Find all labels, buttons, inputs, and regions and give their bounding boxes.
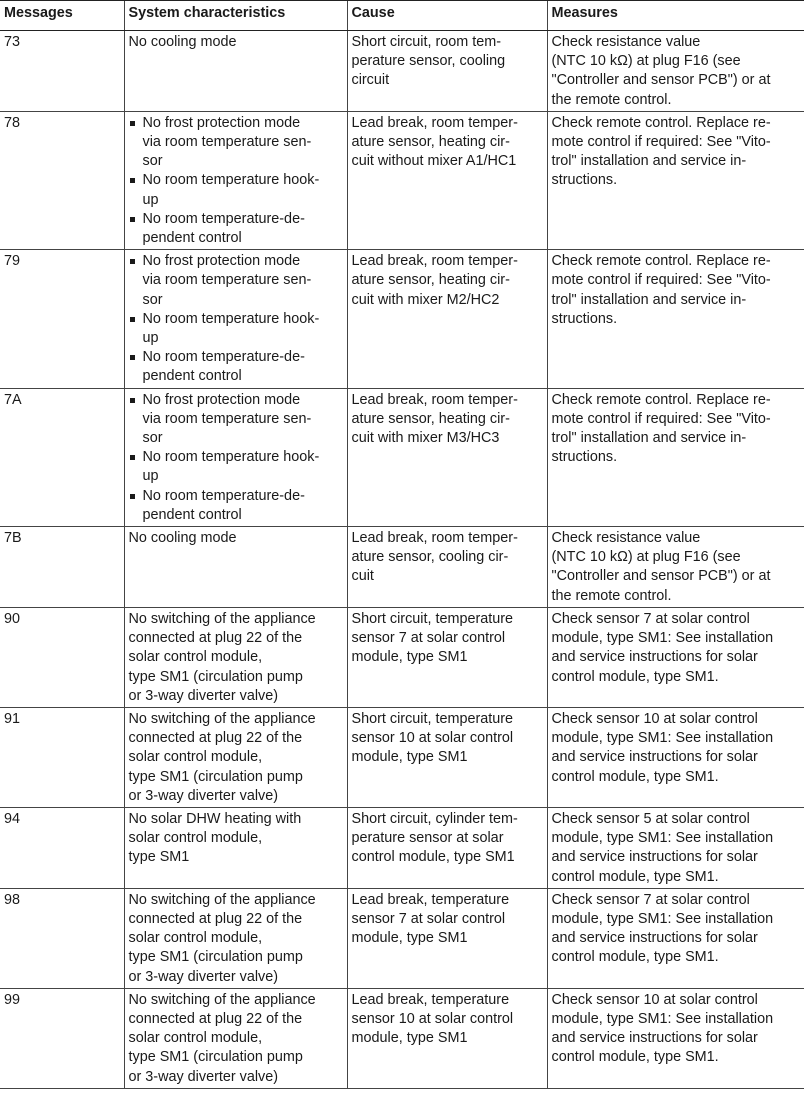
cause-cell (347, 888, 547, 988)
text-line: module, type SM1 (351, 749, 468, 766)
text-line: No cooling mode (128, 34, 237, 50)
table-row (0, 607, 804, 707)
text-line: Short circuit, cylinder tem- (351, 810, 518, 827)
text-line: up (142, 330, 159, 347)
square-bullet-icon (130, 121, 135, 126)
text-line: No switching of the appliance (128, 891, 316, 908)
text-line: (NTC 10 kΩ) at plug F16 (see (551, 53, 741, 70)
text-line: connected at plug 22 of the (128, 730, 303, 747)
message-code: 7B (0, 527, 124, 608)
text-line: structions. (551, 310, 618, 327)
text-line: No switching of the appliance (128, 991, 316, 1008)
characteristics-list (129, 391, 343, 525)
characteristics-list-item (129, 487, 343, 525)
cause-cell (347, 250, 547, 388)
text-line: circuit (351, 72, 390, 89)
text-line: and service instructions for solar (551, 1030, 758, 1047)
text-line: No switching of the appliance (128, 610, 316, 627)
text-line: solar control module, (128, 930, 263, 947)
text-line: sor (142, 291, 163, 308)
text-line: Lead break, temperature (351, 991, 510, 1008)
text-line: No frost protection mode (142, 391, 301, 408)
header-cause: Cause (347, 1, 547, 31)
text-line: Lead break, room temper- (351, 530, 518, 547)
system-characteristics-cell (124, 250, 347, 388)
text-line: (NTC 10 kΩ) at plug F16 (see (551, 549, 741, 566)
table-row (0, 31, 804, 112)
cause-cell (347, 707, 547, 807)
text-line: via room temperature sen- (142, 134, 312, 151)
cause-cell (347, 31, 547, 112)
header-measures: Measures (547, 1, 804, 31)
text-line: ature sensor, heating cir- (351, 134, 510, 151)
text-line: cuit without mixer A1/HC1 (351, 153, 517, 170)
text-line: type SM1 (circulation pump (128, 1049, 303, 1066)
text-line: Check sensor 10 at solar control (551, 710, 758, 727)
text-line: No switching of the appliance (128, 710, 316, 727)
text-line: solar control module, (128, 830, 263, 847)
text-line: cuit with mixer M2/HC2 (351, 291, 500, 308)
text-line: solar control module, (128, 1030, 263, 1047)
measures-cell (547, 888, 804, 988)
characteristics-list-item (129, 310, 343, 348)
table-row (0, 250, 804, 388)
characteristics-list-item (129, 391, 343, 449)
text-line: Short circuit, temperature (351, 710, 514, 727)
text-line: ature sensor, heating cir- (351, 410, 510, 427)
measures-cell (547, 707, 804, 807)
text-line: type SM1 (128, 849, 190, 866)
square-bullet-icon (130, 317, 135, 322)
text-line: Check sensor 5 at solar control (551, 810, 750, 827)
text-line: No room temperature-de- (142, 349, 305, 366)
text-line: Lead break, room temper- (351, 114, 518, 131)
table-row (0, 807, 804, 888)
characteristics-list-item (129, 114, 343, 172)
text-line: No room temperature hook- (142, 310, 320, 327)
text-line: or 3-way diverter valve) (128, 968, 279, 985)
measures-cell (547, 388, 804, 526)
text-line: No solar DHW heating with (128, 810, 302, 827)
characteristics-list (129, 252, 343, 386)
square-bullet-icon (130, 455, 135, 460)
text-line: or 3-way diverter valve) (128, 1068, 279, 1085)
text-line: connected at plug 22 of the (128, 910, 303, 927)
text-line: cuit (351, 568, 374, 585)
table-header (0, 1, 804, 31)
header-row (0, 1, 804, 31)
measures-cell (547, 527, 804, 608)
table-body (0, 31, 804, 1089)
text-line: cuit with mixer M3/HC3 (351, 430, 500, 447)
text-line: No frost protection mode (142, 253, 301, 270)
cause-cell (347, 388, 547, 526)
text-line: mote control if required: See "Vito- (551, 272, 771, 289)
measures-cell (547, 111, 804, 249)
system-characteristics-cell (124, 607, 347, 707)
text-line: trol" installation and service in- (551, 153, 747, 170)
text-line: No room temperature-de- (142, 210, 305, 227)
header-messages: Messages (0, 1, 124, 31)
message-code: 98 (0, 888, 124, 988)
text-line: pendent control (142, 368, 242, 385)
text-line: control module, type SM1. (551, 1049, 719, 1066)
text-line: sensor 7 at solar control (351, 910, 506, 927)
text-line: No room temperature hook- (142, 449, 320, 466)
text-line: Short circuit, room tem- (351, 34, 502, 50)
text-line: No cooling mode (128, 530, 237, 547)
table-row (0, 707, 804, 807)
text-line: module, type SM1: See installation (551, 630, 774, 647)
table-row (0, 111, 804, 249)
text-line: the remote control. (551, 91, 672, 108)
characteristics-list-item (129, 171, 343, 209)
text-line: Check resistance value (551, 34, 701, 50)
text-line: Check sensor 7 at solar control (551, 610, 750, 627)
text-line: sensor 7 at solar control (351, 630, 506, 647)
cause-cell (347, 111, 547, 249)
text-line: No room temperature-de- (142, 487, 305, 504)
cause-cell (347, 527, 547, 608)
text-line: connected at plug 22 of the (128, 630, 303, 647)
header-system-characteristics: System characteristics (124, 1, 347, 31)
message-code: 73 (0, 31, 124, 112)
text-line: No frost protection mode (142, 114, 301, 131)
square-bullet-icon (130, 398, 135, 403)
text-line: up (142, 468, 159, 485)
message-code: 90 (0, 607, 124, 707)
text-line: "Controller and sensor PCB") or at (551, 72, 771, 89)
system-characteristics-cell (124, 388, 347, 526)
text-line: mote control if required: See "Vito- (551, 410, 771, 427)
message-code: 7A (0, 388, 124, 526)
message-code: 91 (0, 707, 124, 807)
text-line: Check remote control. Replace re- (551, 391, 771, 408)
message-code: 94 (0, 807, 124, 888)
text-line: Check sensor 10 at solar control (551, 991, 758, 1008)
measures-cell (547, 250, 804, 388)
text-line: the remote control. (551, 587, 672, 604)
text-line: "Controller and sensor PCB") or at (551, 568, 771, 585)
measures-cell (547, 607, 804, 707)
text-line: mote control if required: See "Vito- (551, 134, 771, 151)
text-line: sensor 10 at solar control (351, 1010, 514, 1027)
square-bullet-icon (130, 259, 135, 264)
text-line: type SM1 (circulation pump (128, 768, 303, 785)
table-row (0, 388, 804, 526)
text-line: or 3-way diverter valve) (128, 687, 279, 704)
text-line: module, type SM1: See installation (551, 910, 774, 927)
text-line: module, type SM1 (351, 930, 468, 947)
text-line: Check remote control. Replace re- (551, 253, 771, 270)
cause-cell (347, 607, 547, 707)
square-bullet-icon (130, 355, 135, 360)
text-line: control module, type SM1. (551, 668, 719, 685)
text-line: Check remote control. Replace re- (551, 114, 771, 131)
square-bullet-icon (130, 217, 135, 222)
table-row (0, 527, 804, 608)
text-line: and service instructions for solar (551, 649, 758, 666)
text-line: Lead break, room temper- (351, 253, 518, 270)
measures-cell (547, 807, 804, 888)
text-line: module, type SM1: See installation (551, 830, 774, 847)
text-line: and service instructions for solar (551, 749, 758, 766)
text-line: Lead break, temperature (351, 891, 510, 908)
system-characteristics-cell (124, 888, 347, 988)
text-line: control module, type SM1. (551, 868, 719, 885)
text-line: sor (142, 430, 163, 447)
text-line: module, type SM1: See installation (551, 730, 774, 747)
text-line: control module, type SM1. (551, 949, 719, 966)
characteristics-list-item (129, 210, 343, 248)
text-line: ature sensor, cooling cir- (351, 549, 509, 566)
text-line: sensor 10 at solar control (351, 730, 514, 747)
text-line: Lead break, room temper- (351, 391, 518, 408)
text-line: type SM1 (circulation pump (128, 949, 303, 966)
text-line: via room temperature sen- (142, 410, 312, 427)
text-line: module, type SM1 (351, 1030, 468, 1047)
text-line: type SM1 (circulation pump (128, 668, 303, 685)
text-line: and service instructions for solar (551, 930, 758, 947)
text-line: structions. (551, 449, 618, 466)
text-line: solar control module, (128, 749, 263, 766)
message-code: 78 (0, 111, 124, 249)
text-line: structions. (551, 172, 618, 189)
table-row (0, 988, 804, 1088)
text-line: solar control module, (128, 649, 263, 666)
text-line: trol" installation and service in- (551, 430, 747, 447)
system-characteristics-cell (124, 807, 347, 888)
text-line: and service instructions for solar (551, 849, 758, 866)
text-line: pendent control (142, 506, 242, 523)
measures-cell (547, 988, 804, 1088)
characteristics-list (129, 114, 343, 248)
text-line: Check sensor 7 at solar control (551, 891, 750, 908)
system-characteristics-cell (124, 707, 347, 807)
text-line: trol" installation and service in- (551, 291, 747, 308)
text-line: up (142, 191, 159, 208)
text-line: or 3-way diverter valve) (128, 787, 279, 804)
text-line: control module, type SM1 (351, 849, 515, 866)
text-line: Short circuit, temperature (351, 610, 514, 627)
text-line: module, type SM1: See installation (551, 1010, 774, 1027)
text-line: ature sensor, heating cir- (351, 272, 510, 289)
system-characteristics-cell (124, 988, 347, 1088)
text-line: No room temperature hook- (142, 172, 320, 189)
cause-cell (347, 807, 547, 888)
characteristics-list-item (129, 448, 343, 486)
message-code: 99 (0, 988, 124, 1088)
square-bullet-icon (130, 178, 135, 183)
text-line: Check resistance value (551, 530, 701, 547)
measures-cell (547, 31, 804, 112)
text-line: pendent control (142, 230, 242, 247)
system-characteristics-cell (124, 31, 347, 112)
text-line: module, type SM1 (351, 649, 468, 666)
message-code: 79 (0, 250, 124, 388)
system-characteristics-cell (124, 527, 347, 608)
text-line: perature sensor at solar (351, 830, 504, 847)
characteristics-list-item (129, 348, 343, 386)
table-row (0, 888, 804, 988)
text-line: connected at plug 22 of the (128, 1010, 303, 1027)
characteristics-list-item (129, 252, 343, 310)
system-characteristics-cell (124, 111, 347, 249)
square-bullet-icon (130, 494, 135, 499)
text-line: via room temperature sen- (142, 272, 312, 289)
text-line: sor (142, 153, 163, 170)
text-line: control module, type SM1. (551, 768, 719, 785)
cause-cell (347, 988, 547, 1088)
text-line: perature sensor, cooling (351, 53, 506, 70)
